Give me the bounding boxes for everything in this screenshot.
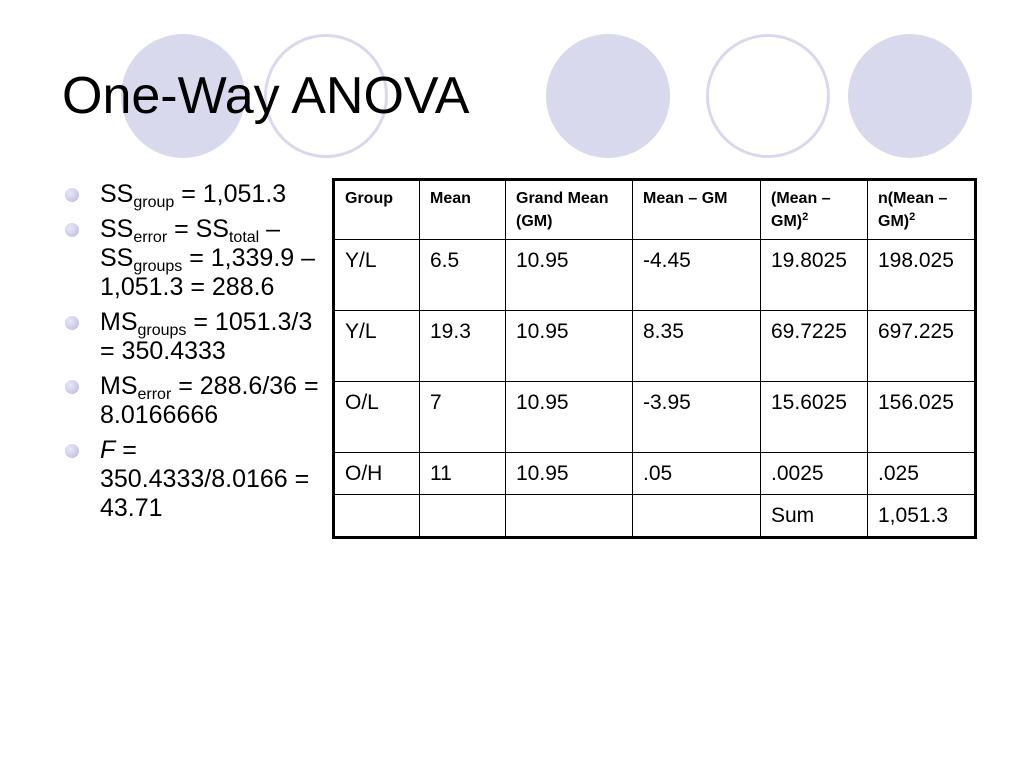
cell-grand-mean: 10.95 <box>506 382 633 453</box>
bullet-ms-groups: $MS_{groups} = 1051.3/3 = 350.4333$ <box>62 308 330 366</box>
bullet-f-ratio: F = 350.4333/8.0166 = 43.71 <box>62 436 330 523</box>
table-row <box>334 240 976 311</box>
cell-squared: .0025 <box>761 453 868 495</box>
header-mean-minus-gm: Mean – GM <box>633 180 761 240</box>
header-squared-diff: (Mean – GM)$^2$ <box>761 180 868 240</box>
cell-n-squared: .025 <box>868 453 976 495</box>
header-n-squared-diff: n(Mean – GM)$^2$ <box>868 180 976 240</box>
decor-circle-4 <box>706 34 830 158</box>
cell-diff: .05 <box>633 453 761 495</box>
header-mean: Mean <box>420 180 506 240</box>
slide-title: One-Way ANOVA <box>62 67 470 125</box>
cell-diff: -4.45 <box>633 240 761 311</box>
cell-squared: 69.7225 <box>761 311 868 382</box>
bullet-ss-error: $SS_{error} = SS_{total} - SS_{groups} = 1,339.9 - 1,051.3 = 288.6$ <box>62 215 330 302</box>
cell-mean: 7 <box>420 382 506 453</box>
bullet-icon <box>65 380 79 394</box>
cell-squared: 15.6025 <box>761 382 868 453</box>
bullet-ms-error: $MS_{error} = 288.6/36 = 8.0166666$ <box>62 372 330 430</box>
cell-n-squared: 697.225 <box>868 311 976 382</box>
cell-mean: 11 <box>420 453 506 495</box>
bullet-list <box>62 180 330 529</box>
cell-empty <box>420 495 506 538</box>
cell-empty <box>506 495 633 538</box>
cell-group: Y/L <box>334 240 420 311</box>
cell-grand-mean: 10.95 <box>506 453 633 495</box>
cell-n-squared: 198.025 <box>868 240 976 311</box>
table-row <box>334 382 976 453</box>
header-grand-mean: Grand Mean (GM) <box>506 180 633 240</box>
bullet-icon <box>65 316 79 330</box>
table-row <box>334 311 976 382</box>
cell-n-squared: 156.025 <box>868 382 976 453</box>
table-row <box>334 453 976 495</box>
cell-diff: 8.35 <box>633 311 761 382</box>
cell-diff: -3.95 <box>633 382 761 453</box>
table-sum-row <box>334 495 976 538</box>
cell-squared: 19.8025 <box>761 240 868 311</box>
cell-mean: 6.5 <box>420 240 506 311</box>
cell-sum-value: 1,051.3 <box>868 495 976 538</box>
cell-sum-label: Sum <box>761 495 868 538</box>
cell-grand-mean: 10.95 <box>506 311 633 382</box>
table-header-row <box>334 180 976 240</box>
cell-group: Y/L <box>334 311 420 382</box>
decor-circle-3 <box>546 34 670 158</box>
bullet-icon <box>65 444 79 458</box>
bullet-icon <box>65 223 79 237</box>
cell-mean: 19.3 <box>420 311 506 382</box>
cell-grand-mean: 10.95 <box>506 240 633 311</box>
bullet-ss-group: $SS_{group} = 1,051.3$ <box>62 180 330 209</box>
cell-group: O/H <box>334 453 420 495</box>
cell-empty <box>633 495 761 538</box>
bullet-icon <box>65 188 79 202</box>
cell-empty <box>334 495 420 538</box>
decor-circle-5 <box>848 34 972 158</box>
anova-table <box>332 178 977 539</box>
cell-group: O/L <box>334 382 420 453</box>
header-group: Group <box>334 180 420 240</box>
